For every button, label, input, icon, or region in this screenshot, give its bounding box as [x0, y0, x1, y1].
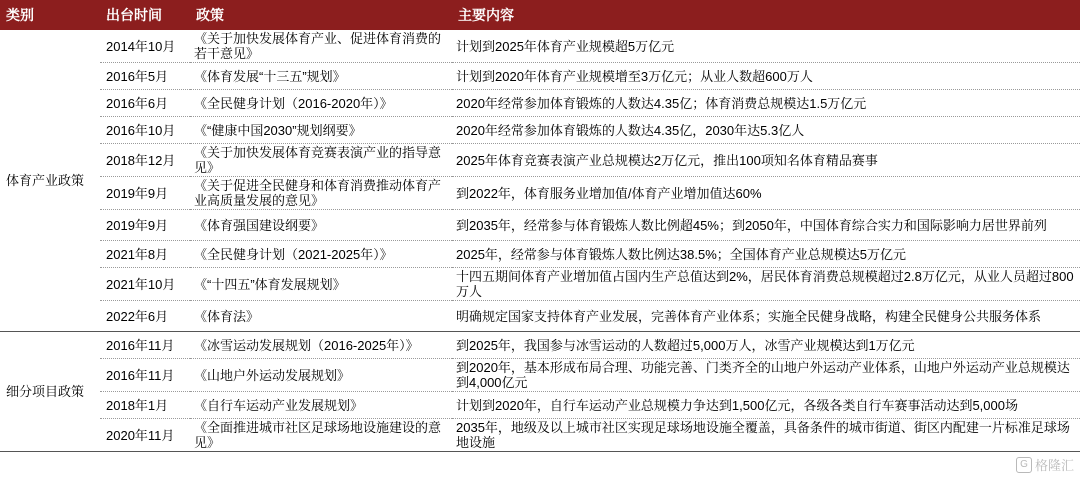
policy-cell: 《冰雪运动发展规划（2016-2025年）》 — [190, 332, 452, 359]
table-row — [0, 301, 1080, 332]
date-cell: 2016年11月 — [100, 359, 190, 392]
content-cell: 到2020年，基本形成布局合理、功能完善、门类齐全的山地户外运动产业体系，山地户外运动产业总规模达到4,000亿元 — [452, 359, 1080, 392]
table-row — [0, 268, 1080, 301]
gelonghui-logo-icon: G — [1016, 457, 1032, 473]
content-cell: 计划到2020年，自行车运动产业总规模力争达到1,500亿元，各级各类自行车赛事活动达到5,000场 — [452, 392, 1080, 419]
date-cell: 2016年11月 — [100, 332, 190, 359]
watermark-text: 格隆汇 — [1034, 458, 1074, 473]
policy-cell: 《体育强国建设纲要》 — [190, 210, 452, 241]
content-cell: 2025年体育竞赛表演产业总规模达2万亿元，推出100项知名体育精品赛事 — [452, 144, 1080, 177]
date-cell: 2021年8月 — [100, 241, 190, 268]
date-cell: 2016年6月 — [100, 90, 190, 117]
header-policy: 政策 — [190, 0, 452, 30]
table-row — [0, 30, 1080, 63]
content-cell: 2035年，地级及以上城市社区实现足球场地设施全覆盖，具备条件的城市街道、街区内配建一片标准足球场地设施 — [452, 419, 1080, 452]
policy-cell: 《体育发展“十三五”规划》 — [190, 63, 452, 90]
date-cell: 2022年6月 — [100, 301, 190, 332]
policy-cell: 《全民健身计划（2016-2020年）》 — [190, 90, 452, 117]
policy-cell: 《“健康中国2030”规划纲要》 — [190, 117, 452, 144]
policy-cell: 《关于加快发展体育竞赛表演产业的指导意见》 — [190, 144, 452, 177]
date-cell: 2014年10月 — [100, 30, 190, 63]
content-cell: 2025年，经常参与体育锻炼人数比例达38.5%；全国体育产业总规模达5万亿元 — [452, 241, 1080, 268]
header-content: 主要内容 — [452, 0, 1080, 30]
date-cell: 2019年9月 — [100, 177, 190, 210]
content-cell: 到2025年，我国参与冰雪运动的人数超过5,000万人，冰雪产业规模达到1万亿元 — [452, 332, 1080, 359]
table-row — [0, 144, 1080, 177]
policy-cell: 《全民健身计划（2021-2025年）》 — [190, 241, 452, 268]
content-cell: 2020年经常参加体育锻炼的人数达4.35亿，2030年达5.3亿人 — [452, 117, 1080, 144]
date-cell: 2021年10月 — [100, 268, 190, 301]
date-cell: 2020年11月 — [100, 419, 190, 452]
content-cell: 到2035年，经常参与体育锻炼人数比例超45%；到2050年，中国体育综合实力和国际影响力居世界前列 — [452, 210, 1080, 241]
table-row — [0, 241, 1080, 268]
table-row — [0, 210, 1080, 241]
policy-cell: 《全面推进城市社区足球场地设施建设的意见》 — [190, 419, 452, 452]
table-row — [0, 177, 1080, 210]
table-row — [0, 332, 1080, 359]
table-header-row — [0, 0, 1080, 30]
date-cell: 2019年9月 — [100, 210, 190, 241]
category-cell-sports-industry: 体育产业政策 — [0, 30, 100, 332]
policy-cell: 《自行车运动产业发展规划》 — [190, 392, 452, 419]
table-row — [0, 117, 1080, 144]
watermark — [1016, 455, 1074, 474]
date-cell: 2016年10月 — [100, 117, 190, 144]
category-cell-sub-sports: 细分项目政策 — [0, 332, 100, 452]
content-cell: 计划到2025年体育产业规模超5万亿元 — [452, 30, 1080, 63]
policy-cell: 《山地户外运动发展规划》 — [190, 359, 452, 392]
header-date: 出台时间 — [100, 0, 190, 30]
content-cell: 到2022年，体育服务业增加值/体育产业增加值达60% — [452, 177, 1080, 210]
policy-cell: 《关于加快发展体育产业、促进体育消费的若干意见》 — [190, 30, 452, 63]
table-row — [0, 419, 1080, 452]
content-cell: 明确规定国家支持体育产业发展，完善体育产业体系；实施全民健身战略，构建全民健身公共服务体系 — [452, 301, 1080, 332]
table-row — [0, 359, 1080, 392]
date-cell: 2018年1月 — [100, 392, 190, 419]
content-cell: 计划到2020年体育产业规模增至3万亿元；从业人数超600万人 — [452, 63, 1080, 90]
table-row — [0, 63, 1080, 90]
policy-cell: 《“十四五”体育发展规划》 — [190, 268, 452, 301]
header-category: 类别 — [0, 0, 100, 30]
date-cell: 2016年5月 — [100, 63, 190, 90]
table-row — [0, 90, 1080, 117]
content-cell: 2020年经常参加体育锻炼的人数达4.35亿；体育消费总规模达1.5万亿元 — [452, 90, 1080, 117]
table-row — [0, 392, 1080, 419]
date-cell: 2018年12月 — [100, 144, 190, 177]
policy-cell: 《体育法》 — [190, 301, 452, 332]
content-cell: 十四五期间体育产业增加值占国内生产总值达到2%，居民体育消费总规模超过2.8万亿元，从业人员超过800万人 — [452, 268, 1080, 301]
policy-cell: 《关于促进全民健身和体育消费推动体育产业高质量发展的意见》 — [190, 177, 452, 210]
